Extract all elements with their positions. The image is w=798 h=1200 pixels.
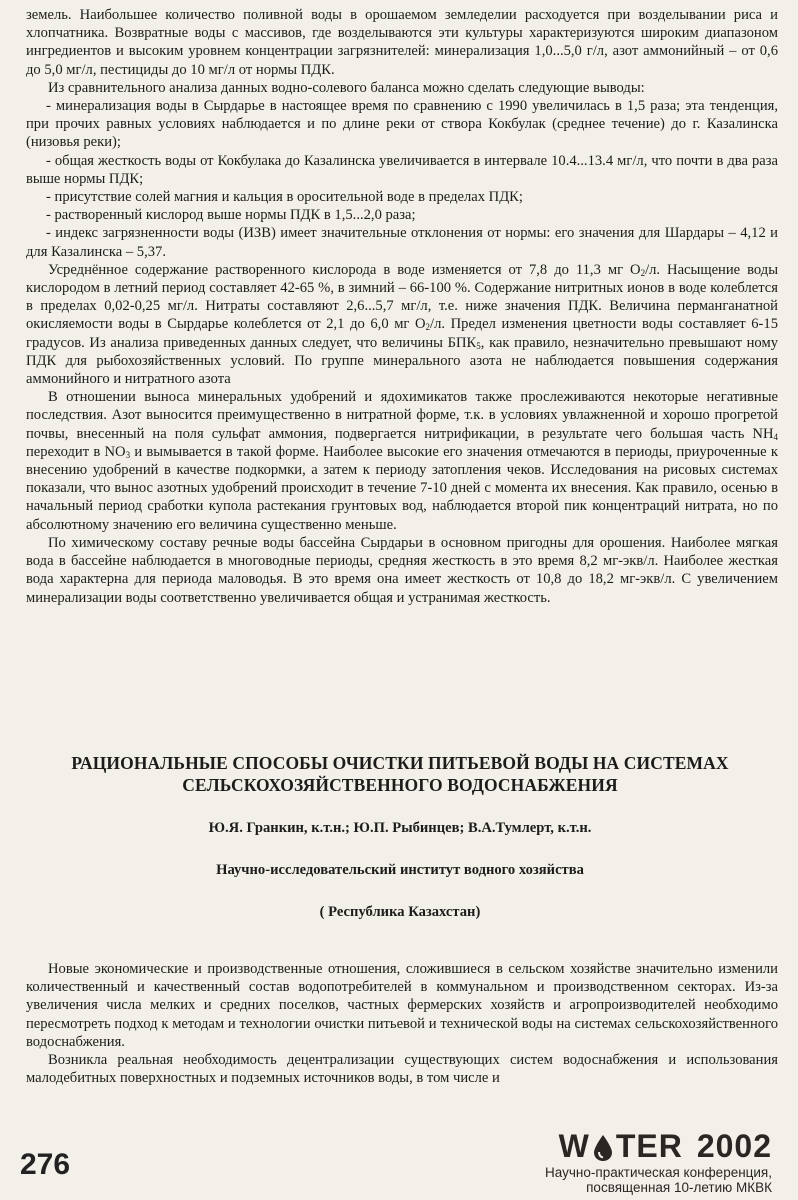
paragraph-oxygen-content [26,261,778,388]
title-line-1: РАЦИОНАЛЬНЫЕ СПОСОБЫ ОЧИСТКИ ПИТЬЕВОЙ ВОДЫ НА СИСТЕМАХ [71,753,729,773]
paragraph-fertilizer-runoff [26,388,778,534]
list-item-mineralization: - минерализация воды в Сырдарье в настоящее время по сравнению с 1990 увеличилась в 1,5 раза; эта тенденция, при прочих равных условиях наблюдается и по длине реки от створа Кокбулак (среднее течение) до г. Казалинска (низовья реки); [26,98,778,151]
text-run: , как правило, незначительно превышают ному ПДК для рыбохозяйственных условий. По группе минерального азота не наблюдается повышения содержания аммонийного и нитратного азота [26,334,778,388]
logo-year: 2002 [696,1128,772,1164]
list-item-salts: - присутствие солей магния и кальция в оросительной воде в пределах ПДК; [46,189,523,206]
logo-wordmark [545,1128,772,1165]
paragraph-intro-1: Новые экономические и производственные отношения, сложившиеся в сельском хозяйстве значительно изменили количественный и качественный состав водопотребителей в коммунальном и производственном секторах. Из-за увеличения числа мелких и средних поселков, частных фермерских хозяйств и агропроизводителей необходимо пересмотреть подход к методам и технологии очистки питьевой и технической воды на системах сельскохозяйственного водоснабжения. [26,961,778,1050]
subscript: 2 [640,267,646,278]
subscript: 3 [125,449,131,460]
paragraph-intro-2: Возникла реальная необходимость децентрализации существующих систем водоснабжения и использования малодебитных поверхностных и подземных источников воды, в том числе и [26,1052,778,1087]
subscript: 2 [425,322,431,333]
paragraph-chemical-composition: По химическому составу речные воды бассейна Сырдарьи в основном пригодны для орошения. Наиболее мягкая вода в бассейне наблюдается в многоводные периоды, средняя жесткость в это время 8,2 мг-экв/л. Наиболее жесткая вода характерна для периода маловодья. В это время она имеет жесткость от 10,8 до 18,2 мг-экв/л. С увеличением минерализации воды соответственно увеличивается общая и устранимая жесткость. [26,534,778,606]
water-drop-icon [591,1133,615,1161]
list-item-hardness: - общая жесткость воды от Кокбулака до Казалинска увеличивается в интервале 10.4...13.4 мг/л, что почти в два раза выше нормы ПДК; [26,152,778,187]
paragraph-land-irrigation: земель. Наибольшее количество поливной воды в орошаемом земледелии расходуется при возделывании риса и хлопчатника. Возвратные воды с массивов, где возделываются эти культуры характеризуются широким диапазоном ингредиентов и высоким уровнем концентрации загрязнителей: минерализация 1,0...5,0 г/л, азот аммонийный – от 0,6 до 5,0 мг/л, пестициды до 10 мг/л от нормы ПДК. [26,7,778,78]
article-body-continued [26,6,778,607]
subscript: 4 [773,431,778,442]
logo-letter-w: W [558,1128,590,1164]
text-run: Усреднённое содержание растворенного кислорода в воде изменяется от 7,8 до 11,3 мг O [48,261,641,278]
article-introduction [26,960,778,1087]
title-line-2: СЕЛЬСКОХОЗЯЙСТВЕННОГО ВОДОСНАБЖЕНИЯ [182,775,618,795]
subscript: 5 [476,340,481,351]
list-item-pollution-index: - индекс загрязненности воды (ИЗВ) имеет значительные отклонения от нормы: его значения для Шардары – 4,12 и для Казалинска – 5,37. [26,225,778,260]
logo-letters-ter: TER [615,1128,683,1164]
article-authors: Ю.Я. Гранкин, к.т.н.; Ю.П. Рыбинцев; В.А.Тумлерт, к.т.н. [208,820,592,836]
text-run: /л. Предел изменения цветности воды составляет 6-15 градусов. Из анализа приведенных данных следует, что величины БПК [26,316,778,351]
article-institute: Научно-исследовательский институт водного хозяйства [216,862,584,878]
page-number: 276 [20,1148,71,1181]
list-item-oxygen: - растворенный кислород выше нормы ПДК в 1,5...2,0 раза; [46,207,416,224]
article-title [40,752,760,796]
text-run: и вымывается в такой форме. Наиболее высокие его значения отмечаются в периоды, приуроченные к внесению удобрений в качестве подкормки, а затем к периоду затопления чеков. Исследования на рисовых системах показали, что вынос азотных удобрений происходит в течение 7-10 дней с момента их внесения. Как правило, осенью в начальный период сработки купола растекания грунтовых вод, наблюдается второй пик концентраций нитрата, но по абсолютному значению его величина существенно меньше. [26,443,778,533]
conference-name-line-1: Научно-практическая конференция, [545,1165,772,1180]
conference-logo [545,1128,772,1195]
text-run: переходит в NO [26,443,126,460]
paragraph-conclusions-intro: Из сравнительного анализа данных водно-солевого баланса можно сделать следующие выводы: [48,79,645,96]
text-run: В отношении выноса минеральных удобрений и ядохимикатов также прослеживаются некоторые негативные последствия. Азот выносится преимущественно в нитратной форме, т.к. в условиях увлажненной и хорошо прогретой почвы, внесенный на поля сульфат аммония, подвергается нитрификации, в результате чего большая часть NH [26,389,778,442]
conference-name-line-2: посвященная 10-летию МКВК [586,1180,772,1195]
text-run: /л. Насыщение воды кислородом в летний период составляет 42-65 %, в зимний – 66-100 %. Содержание нитритных ионов в воде колеблется в пределах 0,02-0,25 мг/л. Нитраты составляют 2,6...5,7 мг/л, т.е. ниже значения ПДК. Величина перманганатной окисляемости воды в Сырдарье колеблется от 2,1 до 6,0 мг O [26,261,779,333]
article-country: ( Республика Казахстан) [319,904,481,920]
